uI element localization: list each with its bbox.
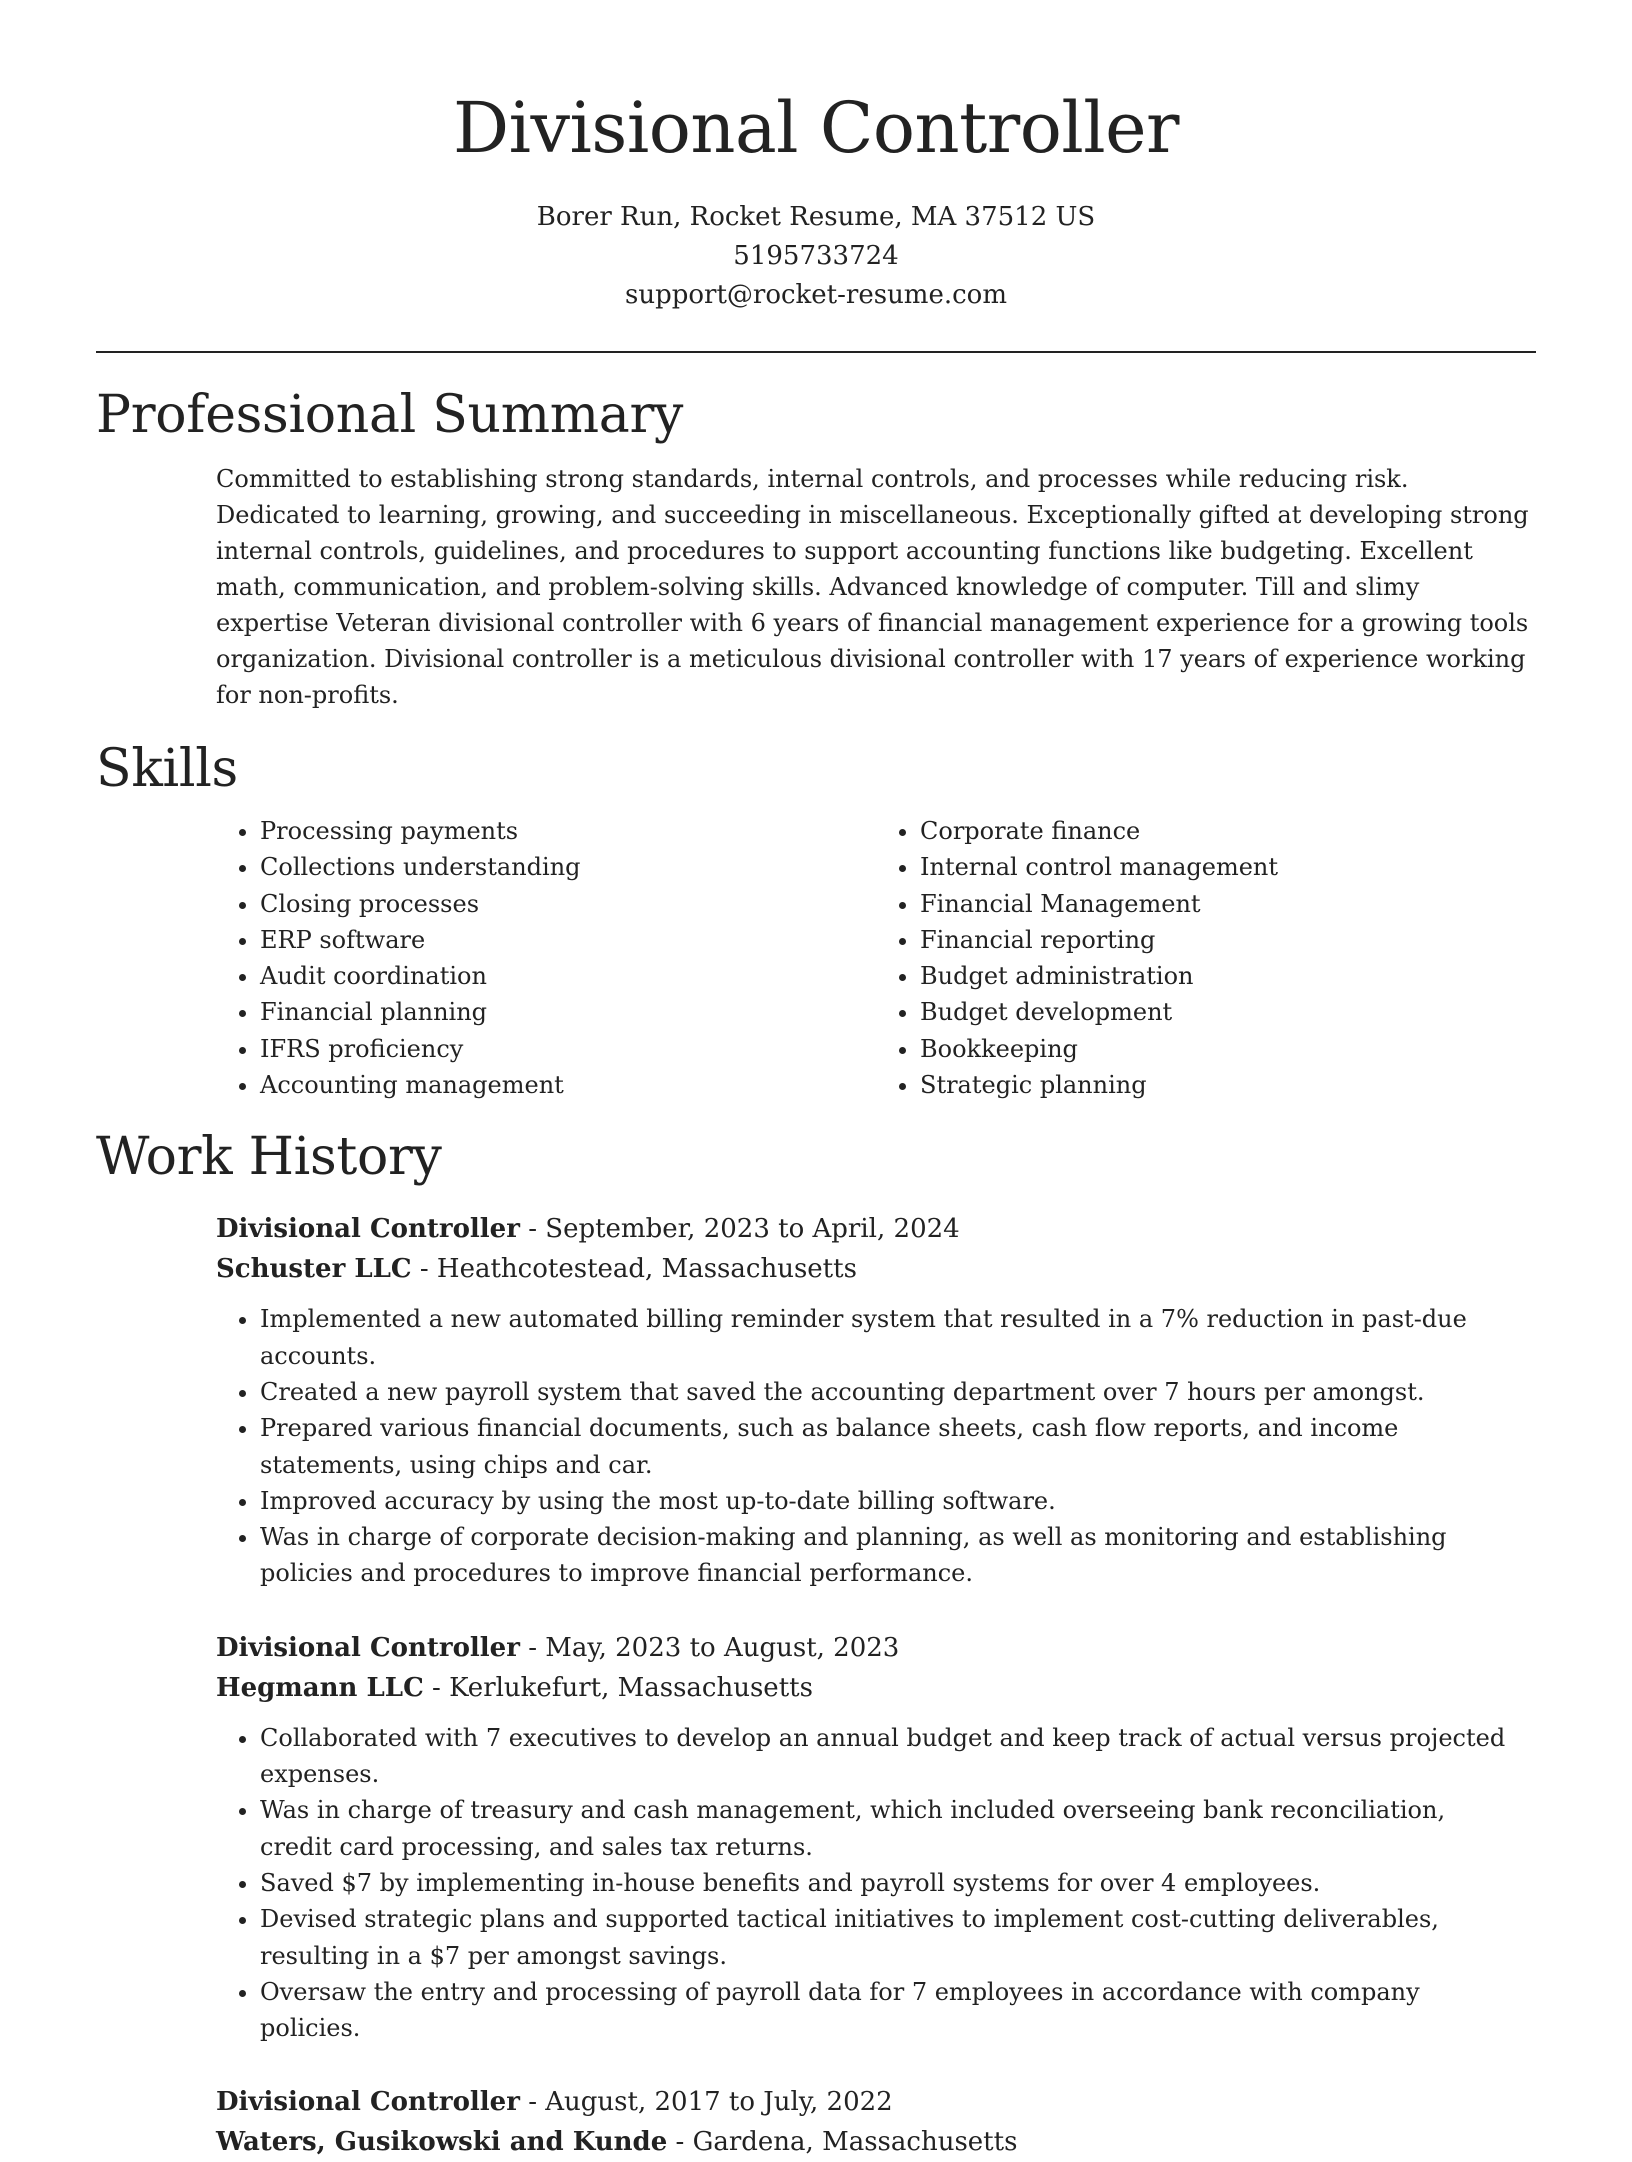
job-dates: - August, 2017 to July, 2022: [519, 2087, 893, 2118]
job-bullet: • Collaborated with 7 executives to develop an annual budget and keep track of actual versus projected expenses.: [260, 1720, 1536, 1793]
job-location: - Gardena, Massachusetts: [667, 2127, 1018, 2158]
job-bullets: [216, 1301, 1536, 1591]
skill-item: • Financial planning: [260, 994, 876, 1030]
skill-item: • Financial reporting: [920, 922, 1536, 958]
job-location: - Kerlukefurt, Massachusetts: [423, 1672, 813, 1703]
job-role: Divisional Controller: [216, 2087, 520, 2118]
job-bullets: [216, 1720, 1536, 2047]
job-title-line: [216, 1209, 1536, 1249]
job-bullet: • Prepared various financial documents, such as balance sheets, cash flow reports, and income statements, using chips and car.: [260, 1410, 1536, 1483]
candidate-name: Divisional Controller: [452, 87, 1180, 169]
skills-column-left: [216, 813, 876, 1103]
job-title-line: [216, 1628, 1536, 1668]
job-entry: [216, 2082, 1536, 2162]
job-bullet: • Implemented a new automated billing reminder system that resulted in a 7% reduction in past-due accounts.: [260, 1301, 1536, 1374]
resume-header: [96, 0, 1536, 353]
skill-item: • Budget administration: [920, 958, 1536, 994]
skill-item: • Processing payments: [260, 813, 876, 849]
phone-text: 5195733724: [733, 241, 899, 271]
job-dates: - May, 2023 to August, 2023: [519, 1632, 900, 1663]
skill-item: • Accounting management: [260, 1067, 876, 1103]
job-role: Divisional Controller: [216, 1632, 520, 1663]
resume-page: [96, 0, 1536, 2162]
skill-item: • Collections understanding: [260, 849, 876, 885]
skill-item: • Closing processes: [260, 886, 876, 922]
job-bullet: • Improved accuracy by using the most up-to-date billing software.: [260, 1483, 1536, 1519]
summary-paragraph: Committed to establishing strong standards, internal controls, and processes while reducing risk. Dedicated to learning, growing, and succeeding in miscellaneous. Exceptionally gifted at developing strong internal controls, guidelines, and procedures to support accounting functions like budgeting. Excellent math, communication, and problem-solving skills. Advanced knowledge of computer. Till and slimy expertise Veteran divisional controller with 6 years of financial management experience for a growing tools organization. Divisional controller is a meticulous divisional controller with 17 years of experience working for non-profits.: [216, 465, 1529, 709]
summary-heading: Professional Summary: [96, 385, 684, 445]
skills-section: [96, 737, 1536, 1103]
skill-item: • Strategic planning: [920, 1067, 1536, 1103]
work-history-section: [96, 1125, 1536, 2162]
job-bullet: • Was in charge of treasury and cash management, which included overseeing bank reconciliation, credit card processing, and sales tax returns.: [260, 1792, 1536, 1865]
job-company-line: [216, 2122, 1536, 2162]
skills-column-right: [876, 813, 1536, 1103]
job-company-line: [216, 1668, 1536, 1708]
job-bullet: • Created a new payroll system that saved the accounting department over 7 hours per amongst.: [260, 1374, 1536, 1410]
skill-item: • ERP software: [260, 922, 876, 958]
job-company: Waters, Gusikowski and Kunde: [216, 2127, 668, 2158]
job-dates: - September, 2023 to April, 2024: [519, 1214, 960, 1245]
job-title-line: [216, 2082, 1536, 2122]
work-history-heading: Work History: [96, 1127, 442, 1188]
job-bullet: • Devised strategic plans and supported tactical initiatives to implement cost-cutting deliverables, resulting in a $7 per amongst savings.: [260, 1901, 1536, 1974]
summary-section: [96, 383, 1536, 713]
header-divider: [96, 351, 1536, 353]
job-bullet: • Oversaw the entry and processing of payroll data for 7 employees in accordance with company policies.: [260, 1974, 1536, 2047]
job-company: Schuster LLC: [216, 1254, 412, 1285]
address-text: Borer Run, Rocket Resume, MA 37512 US: [536, 202, 1096, 232]
skill-item: • Bookkeeping: [920, 1031, 1536, 1067]
job-role: Divisional Controller: [216, 1214, 520, 1245]
skill-item: • Corporate finance: [920, 813, 1536, 849]
skill-item: • Internal control management: [920, 849, 1536, 885]
job-entry: [216, 1209, 1536, 1591]
skill-item: • Financial Management: [920, 886, 1536, 922]
skills-heading: Skills: [96, 739, 238, 799]
skills-grid: [216, 813, 1536, 1103]
skill-item: • Audit coordination: [260, 958, 876, 994]
skill-item: • IFRS proficiency: [260, 1031, 876, 1067]
job-company: Hegmann LLC: [216, 1672, 424, 1703]
skill-item: • Budget development: [920, 994, 1536, 1030]
job-bullet: • Was in charge of corporate decision-making and planning, as well as monitoring and establishing policies and procedures to improve financial performance.: [260, 1519, 1536, 1592]
job-location: - Heathcotestead, Massachusetts: [411, 1254, 857, 1285]
email-text: support@rocket-resume.com: [624, 280, 1007, 310]
job-bullet: • Saved $7 by implementing in-house benefits and payroll systems for over 4 employees.: [260, 1865, 1536, 1901]
contact-info: [96, 198, 1536, 315]
job-entry: [216, 1628, 1536, 2047]
job-company-line: [216, 1249, 1536, 1289]
